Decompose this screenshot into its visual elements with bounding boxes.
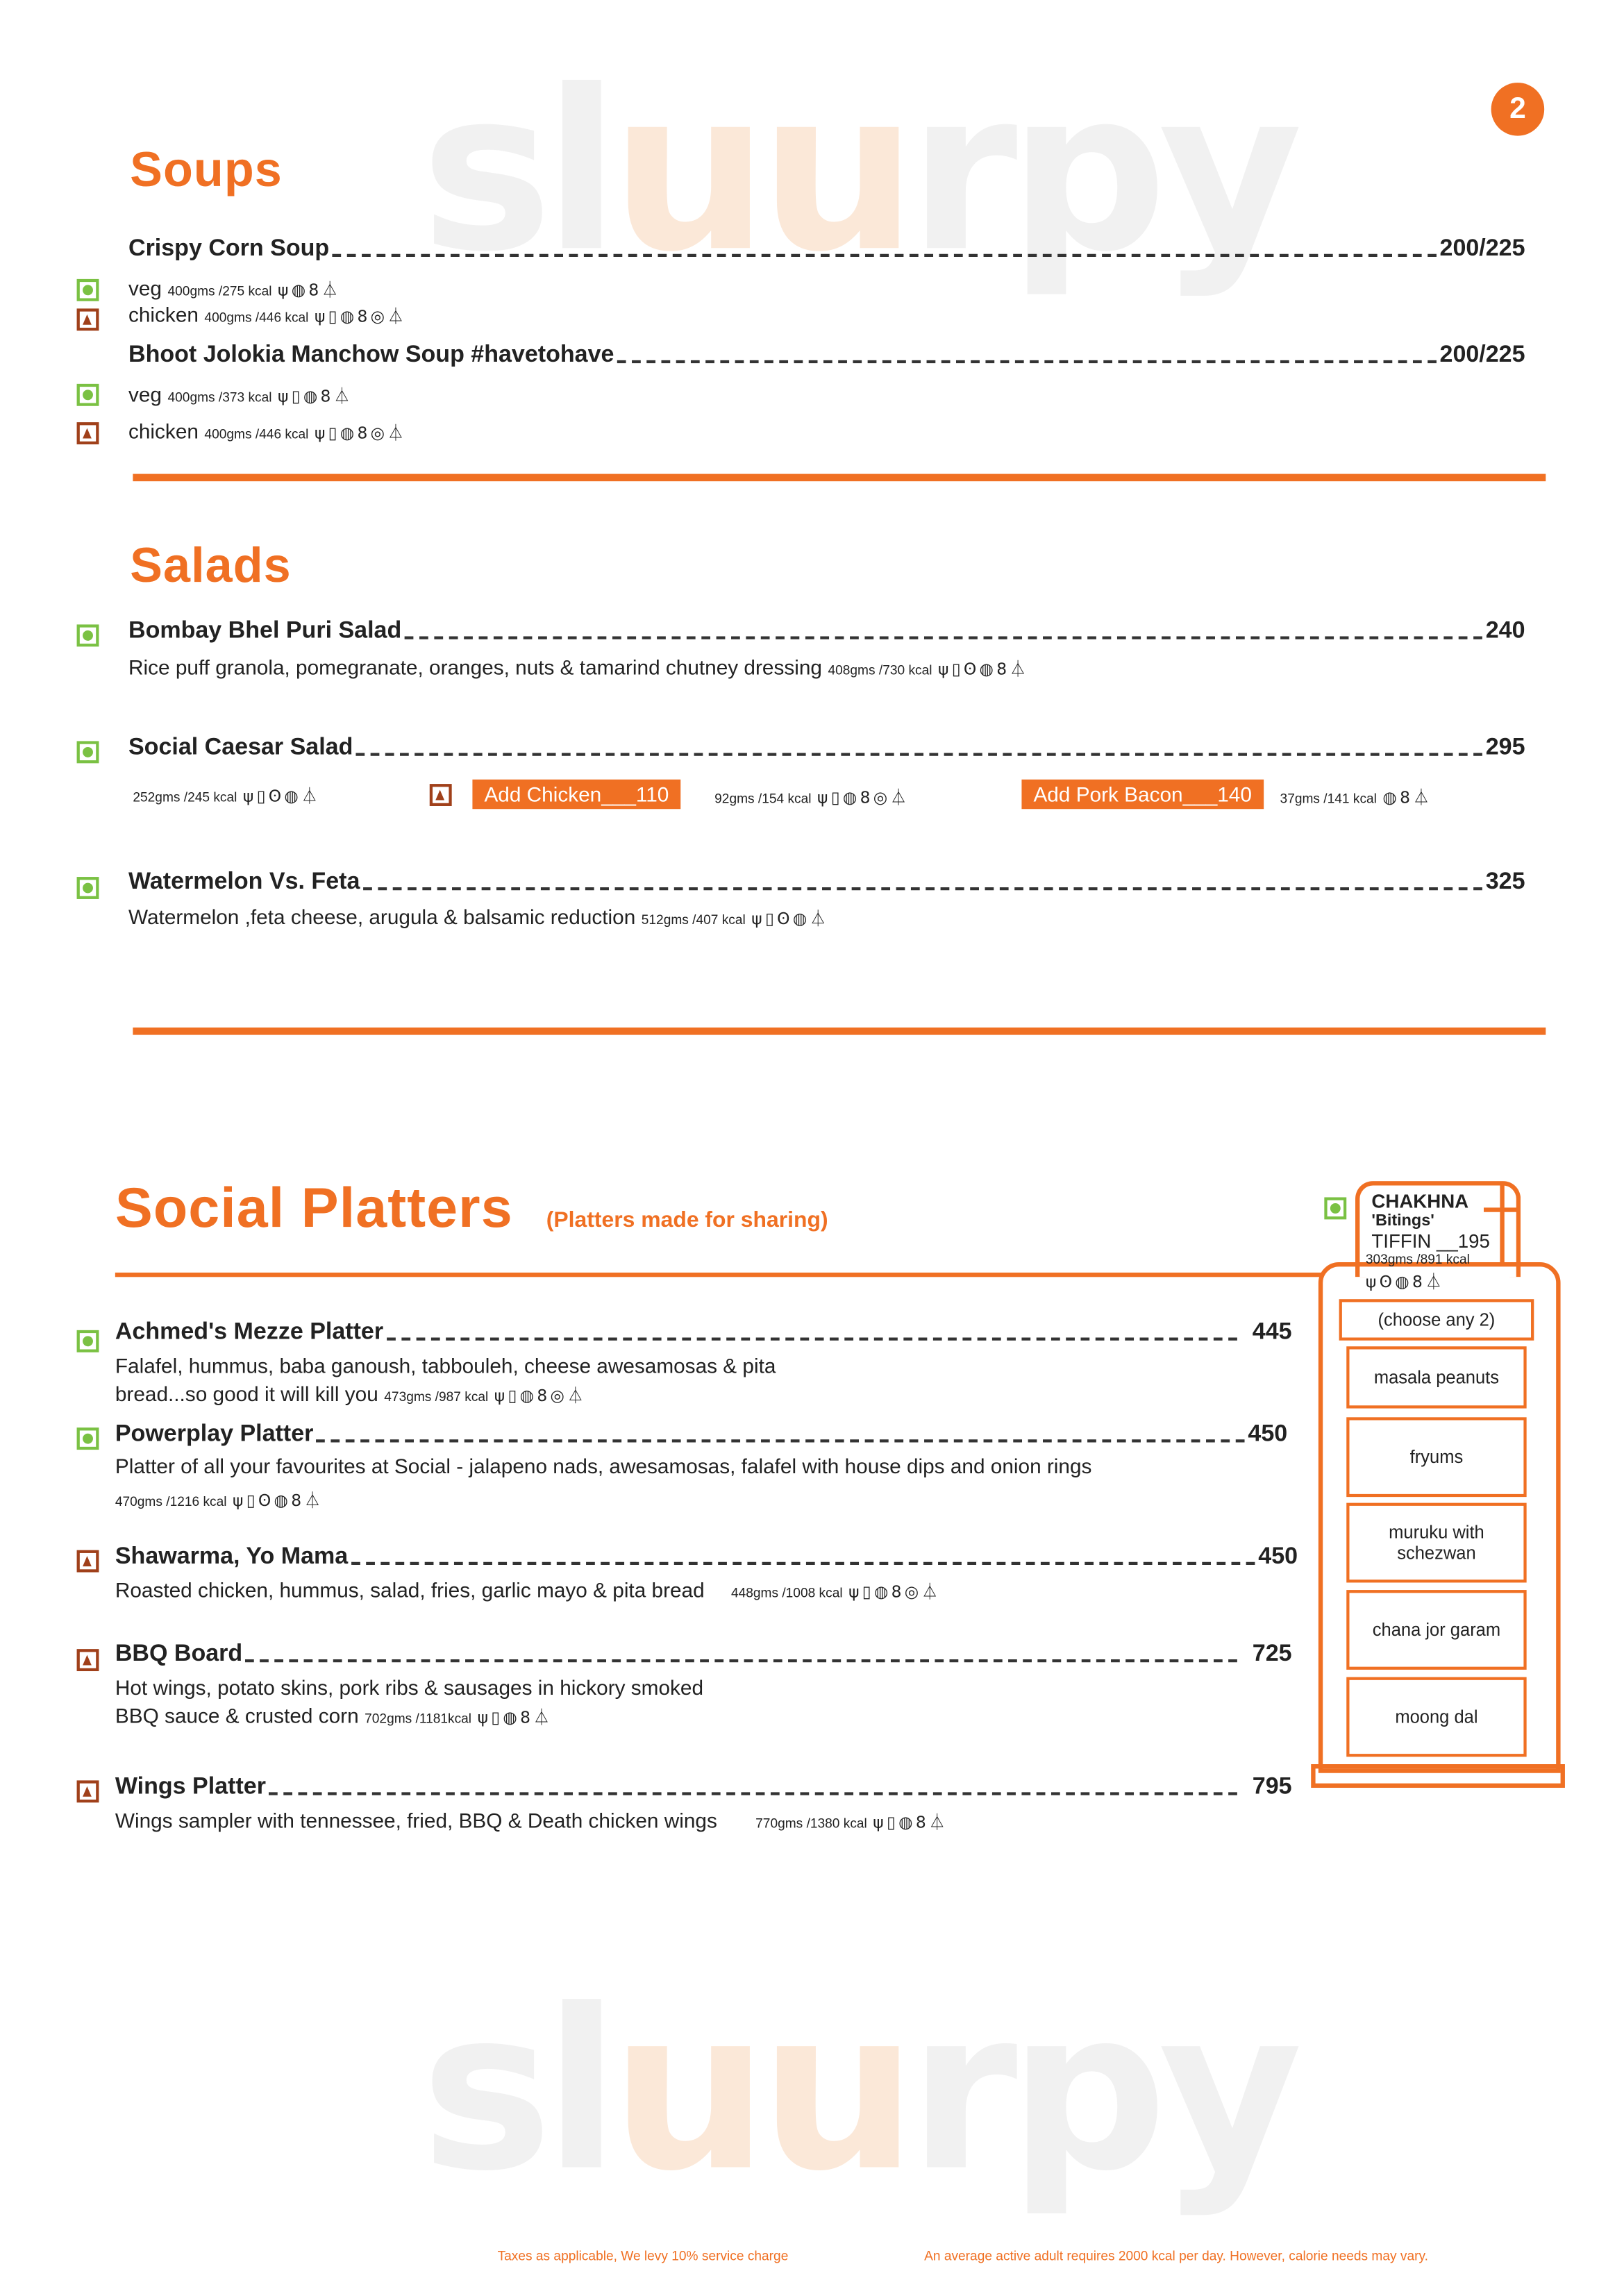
egg-icon: ◎ xyxy=(370,424,388,443)
dairy-icon: ▯ xyxy=(256,787,269,806)
section-title-soups: Soups xyxy=(130,142,283,196)
nonveg-icon xyxy=(77,1550,99,1573)
gluten-icon: ψ xyxy=(233,1491,246,1511)
nuts-icon: ʘ xyxy=(268,787,285,806)
gluten-icon: ψ xyxy=(314,307,328,326)
allergen-icons xyxy=(243,787,321,806)
section-title-salads: Salads xyxy=(130,537,292,592)
allergen-icons xyxy=(478,1708,553,1727)
item-description: Watermelon ,feta cheese, arugula & balsamic reduction 512gms /407 kcal ψ▯ʘ◍⏃ xyxy=(128,905,830,929)
tiffin-subtitle: 'Bitings' xyxy=(1371,1212,1434,1230)
dairy-icon: ▯ xyxy=(764,909,778,929)
tiffin-allergens xyxy=(1366,1270,1445,1293)
add-chicken-button[interactable]: Add Chicken___110 xyxy=(472,780,680,810)
tiffin-option[interactable]: masala peanuts xyxy=(1346,1346,1526,1408)
gluten-icon: ψ xyxy=(278,280,292,300)
menu-item: Shawarma, Yo Mama 450 xyxy=(115,1544,1298,1570)
soy-icon: 8 xyxy=(1400,788,1414,808)
nonveg-icon xyxy=(77,308,99,330)
soy-icon: 8 xyxy=(1412,1272,1426,1292)
nonveg-icon xyxy=(77,1780,99,1802)
variant: veg 400gms /373 kcal ψ▯◍8⏃ xyxy=(128,382,353,406)
gluten-icon: ψ xyxy=(1365,1272,1380,1292)
peanut-icon: ◍ xyxy=(873,1582,891,1602)
dairy-icon: ▯ xyxy=(328,307,340,326)
veg-icon xyxy=(1324,1197,1346,1219)
allergen-icons xyxy=(873,1813,948,1832)
veg-icon xyxy=(77,877,99,899)
soy-icon: 8 xyxy=(291,1491,305,1511)
allergen-icons xyxy=(751,910,829,929)
dairy-icon: ▯ xyxy=(887,1813,899,1832)
allergen-icons xyxy=(278,387,353,406)
tiffin-handle xyxy=(1500,1185,1504,1262)
item-description: Hot wings, potato skins, pork ribs & sausages in hickory smoked xyxy=(115,1675,704,1700)
msg-icon: ⏃ xyxy=(810,909,830,929)
peanut-icon: ◍ xyxy=(898,1813,916,1832)
allergen-icons xyxy=(233,1491,324,1511)
menu-item: Bombay Bhel Puri Salad 240 xyxy=(128,618,1525,644)
allergen-icons xyxy=(278,280,341,300)
veg-icon xyxy=(77,384,99,406)
nuts-icon: ʘ xyxy=(1379,1272,1396,1292)
peanut-icon: ◍ xyxy=(792,909,810,929)
tiffin-meta: 303gms /891 kcal xyxy=(1365,1252,1470,1267)
msg-icon: ⏃ xyxy=(1413,788,1432,808)
tiffin-option[interactable]: chana jor garam xyxy=(1346,1590,1526,1670)
divider xyxy=(115,1273,1323,1277)
section-title-platters: Social Platters xyxy=(115,1178,513,1241)
dairy-icon: ▯ xyxy=(862,1582,874,1602)
peanut-icon: ◍ xyxy=(979,660,997,680)
msg-icon: ⏃ xyxy=(304,1491,324,1511)
item-description: Platter of all your favourites at Social - jalapeno nads, awesamosas, falafel with house dips and onion rings xyxy=(115,1454,1092,1478)
peanut-icon: ◍ xyxy=(1382,788,1400,808)
item-description: bread...so good it will kill you 473gms /987 kcal ψ▯◍8◎⏃ xyxy=(115,1382,587,1406)
peanut-icon: ◍ xyxy=(519,1386,537,1406)
tiffin-price: TIFFIN __195 xyxy=(1371,1230,1490,1252)
gluten-icon: ψ xyxy=(477,1708,492,1727)
item-description: BBQ sauce & crusted corn 702gms /1181kcal ψ▯◍8⏃ xyxy=(115,1703,553,1727)
gluten-icon: ψ xyxy=(314,424,328,443)
gluten-icon: ψ xyxy=(873,1813,887,1832)
dairy-icon: ▯ xyxy=(328,424,340,443)
dairy-icon: ▯ xyxy=(246,1491,258,1511)
item-meta: 470gms /1216 kcal ψ▯ʘ◍8⏃ xyxy=(115,1491,324,1511)
soy-icon: 8 xyxy=(357,424,371,443)
page-number-badge: 2 xyxy=(1491,83,1545,136)
tiffin-option[interactable]: moong dal xyxy=(1346,1677,1526,1757)
gluten-icon: ψ xyxy=(817,788,831,808)
msg-icon: ⏃ xyxy=(321,280,342,300)
peanut-icon: ◍ xyxy=(340,307,358,326)
soy-icon: 8 xyxy=(520,1708,534,1727)
footer-tax-note: Taxes as applicable, We levy 10% service charge xyxy=(497,2248,789,2263)
variant: veg 400gms /275 kcal ψ◍8⏃ xyxy=(128,276,342,300)
nuts-icon: ʘ xyxy=(777,909,793,929)
dairy-icon: ▯ xyxy=(291,387,303,406)
nonveg-icon xyxy=(430,784,452,806)
gluten-icon: ψ xyxy=(494,1386,508,1406)
dairy-icon: ▯ xyxy=(508,1386,520,1406)
allergen-icons xyxy=(494,1386,587,1406)
variant: chicken 400gms /446 kcal ψ▯◍8◎⏃ xyxy=(128,419,407,443)
veg-icon xyxy=(77,1330,99,1352)
peanut-icon: ◍ xyxy=(303,387,321,406)
addon-meta: 92gms /154 kcal ψ▯◍8◎⏃ xyxy=(714,788,910,808)
soy-icon: 8 xyxy=(320,387,334,406)
choose-label: (choose any 2) xyxy=(1339,1299,1534,1341)
allergen-icons xyxy=(938,660,1029,679)
msg-icon: ⏃ xyxy=(533,1708,553,1727)
menu-item: BBQ Board 725 xyxy=(115,1641,1292,1667)
nuts-icon: ʘ xyxy=(258,1491,274,1511)
msg-icon: ⏃ xyxy=(387,307,407,326)
soy-icon: 8 xyxy=(308,280,322,300)
allergen-icons xyxy=(315,424,407,443)
gluten-icon: ψ xyxy=(848,1582,862,1602)
peanut-icon: ◍ xyxy=(284,787,302,806)
addon-meta: 37gms /141 kcal ◍8⏃ xyxy=(1280,788,1432,808)
menu-item: Powerplay Platter 450 xyxy=(115,1421,1288,1447)
peanut-icon: ◍ xyxy=(340,424,358,443)
allergen-icons xyxy=(848,1582,941,1602)
item-description: Roasted chicken, hummus, salad, fries, garlic mayo & pita bread 448gms /1008 kcal ψ▯◍8◎⏃ xyxy=(115,1578,941,1602)
item-description: Wings sampler with tennessee, fried, BBQ & Death chicken wings 770gms /1380 kcal ψ▯◍8⏃ xyxy=(115,1808,948,1832)
peanut-icon: ◍ xyxy=(503,1708,521,1727)
msg-icon: ⏃ xyxy=(567,1386,587,1406)
soy-icon: 8 xyxy=(891,1582,905,1602)
menu-item: Social Caesar Salad 295 xyxy=(128,735,1525,761)
peanut-icon: ◍ xyxy=(1395,1272,1412,1292)
menu-item: Watermelon Vs. Feta 325 xyxy=(128,869,1525,895)
item-description: Rice puff granola, pomegranate, oranges, nuts & tamarind chutney dressing 408gms /730 kcal ψ▯ʘ◍8⏃ xyxy=(128,655,1030,680)
tiffin-option[interactable]: fryums xyxy=(1346,1417,1526,1497)
add-pork-bacon-button[interactable]: Add Pork Bacon___140 xyxy=(1021,780,1263,810)
peanut-icon: ◍ xyxy=(274,1491,292,1511)
nonveg-icon xyxy=(77,1649,99,1671)
soy-icon: 8 xyxy=(537,1386,551,1406)
dairy-icon: ▯ xyxy=(951,660,964,680)
gluten-icon: ψ xyxy=(938,660,952,680)
section-subtitle: (Platters made for sharing) xyxy=(546,1207,828,1233)
gluten-icon: ψ xyxy=(278,387,292,406)
msg-icon: ⏃ xyxy=(921,1582,941,1602)
dairy-icon: ▯ xyxy=(491,1708,503,1727)
tiffin-option[interactable]: muruku with schezwan xyxy=(1346,1503,1526,1583)
veg-icon xyxy=(77,279,99,301)
gluten-icon: ψ xyxy=(751,909,765,929)
divider xyxy=(133,1028,1546,1035)
msg-icon: ⏃ xyxy=(333,387,353,406)
variant: chicken 400gms /446 kcal ψ▯◍8◎⏃ xyxy=(128,302,407,326)
msg-icon: ⏃ xyxy=(1010,660,1030,680)
gluten-icon: ψ xyxy=(242,787,257,806)
soy-icon: 8 xyxy=(357,307,371,326)
soy-icon: 8 xyxy=(915,1813,929,1832)
egg-icon: ◎ xyxy=(550,1386,568,1406)
veg-icon xyxy=(77,741,99,763)
msg-icon: ⏃ xyxy=(1425,1272,1445,1292)
msg-icon: ⏃ xyxy=(387,424,407,443)
menu-item: Bhoot Jolokia Manchow Soup #havetohave 200/225 xyxy=(128,342,1525,368)
egg-icon: ◎ xyxy=(370,307,388,326)
footer-calorie-note: An average active adult requires 2000 kcal per day. However, calorie needs may vary. xyxy=(924,2248,1428,2263)
menu-item: Crispy Corn Soup 200/225 xyxy=(128,236,1525,262)
watermark: sluurpy xyxy=(421,1963,1294,2221)
item-meta: 252gms /245 kcal ψ▯ʘ◍⏃ xyxy=(133,787,321,806)
dairy-icon: ▯ xyxy=(830,788,843,808)
nuts-icon: ʘ xyxy=(963,660,980,680)
allergen-icons xyxy=(315,307,407,326)
menu-item: Achmed's Mezze Platter 445 xyxy=(115,1319,1292,1346)
divider xyxy=(133,474,1546,482)
veg-icon xyxy=(77,624,99,646)
nonveg-icon xyxy=(77,422,99,444)
soy-icon: 8 xyxy=(860,788,873,808)
peanut-icon: ◍ xyxy=(842,788,860,808)
item-description: Falafel, hummus, baba ganoush, tabbouleh, cheese awesamosas & pita xyxy=(115,1353,776,1377)
msg-icon: ⏃ xyxy=(928,1813,948,1832)
msg-icon: ⏃ xyxy=(301,787,321,806)
veg-icon xyxy=(77,1427,99,1450)
peanut-icon: ◍ xyxy=(291,280,309,300)
tiffin-title: CHAKHNA xyxy=(1371,1189,1469,1212)
soy-icon: 8 xyxy=(996,660,1010,680)
egg-icon: ◎ xyxy=(873,788,891,808)
watermark: sluurpy xyxy=(421,44,1294,301)
tiffin-base xyxy=(1311,1764,1565,1788)
allergen-icons xyxy=(1382,788,1432,807)
menu-item: Wings Platter 795 xyxy=(115,1774,1292,1800)
allergen-icons xyxy=(817,788,910,807)
egg-icon: ◎ xyxy=(904,1582,922,1602)
msg-icon: ⏃ xyxy=(890,788,910,808)
tiffin-handle xyxy=(1484,1207,1519,1212)
